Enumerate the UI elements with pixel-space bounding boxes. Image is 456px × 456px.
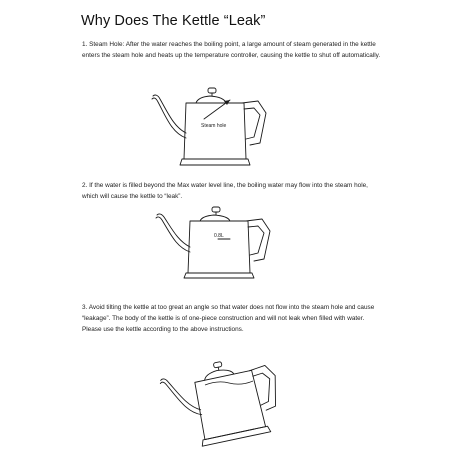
steam-hole-label: Steam hole xyxy=(201,123,227,129)
kettle-steam-hole-diagram xyxy=(146,83,276,168)
section-1-text: 1. Steam Hole: After the water reaches the boiling point, a large amount of steam generated in the kettle enters the steam hole and heats up the temperature controller, causing the kettle to shut off automatically. xyxy=(82,41,381,60)
page-title: Why Does The Kettle “Leak” xyxy=(81,13,266,29)
kettle-overfilled-diagram xyxy=(150,209,280,279)
section-2-text: 2. If the water is filled beyond the Max water level line, the boiling water may flow into the steam hole, which will cause the kettle to “leak”. xyxy=(82,182,368,201)
section-3-text: 3. Avoid tilting the kettle at too great an angle so that water does not flow into the steam hole and cause “leakage”. The body of the kettle is of one-piece construction and will not leak when filled with water. Please use the kettle according to the above instructions. xyxy=(82,304,375,334)
kettle-tilted-diagram xyxy=(163,353,293,448)
max-level-label: 0.8L xyxy=(214,233,224,239)
